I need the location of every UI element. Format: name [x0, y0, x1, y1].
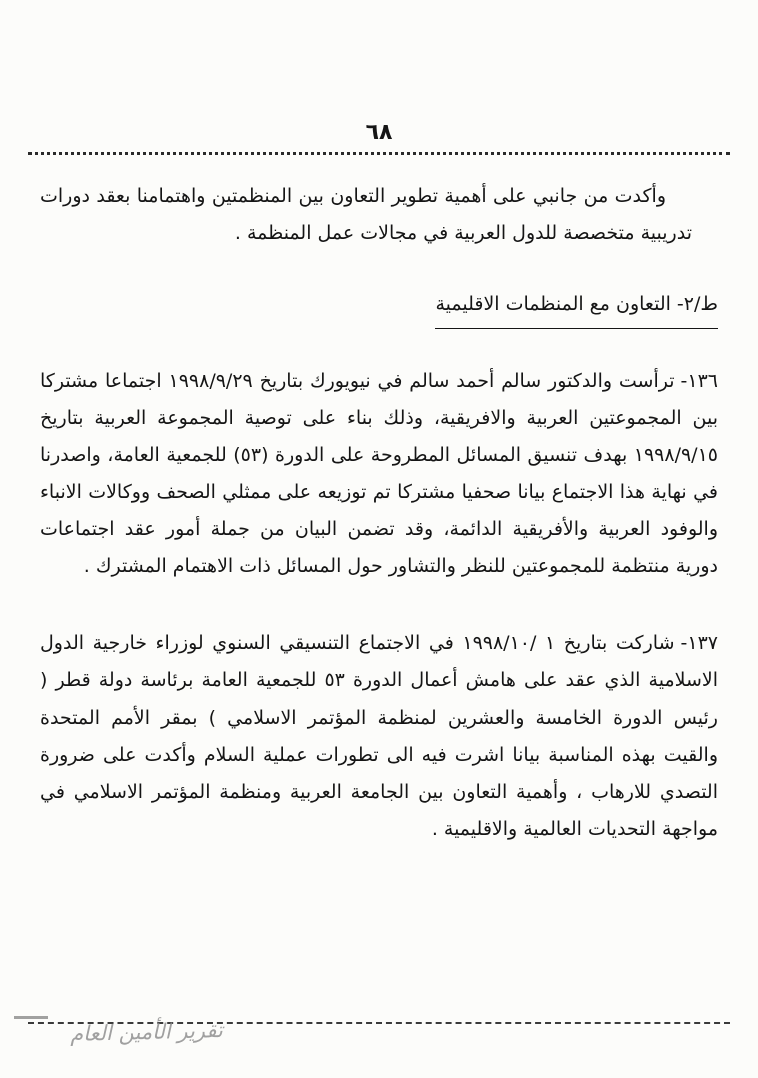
paragraph-136: [40, 363, 718, 585]
paragraph-137-number: ١٣٧-: [680, 632, 718, 655]
section-heading-wrap: [40, 286, 718, 329]
page-body: [40, 178, 718, 888]
paragraph-137: [40, 625, 718, 847]
intro-paragraph: وأكدت من جانبي على أهمية تطوير التعاون بين المنظمتين واهتمامنا بعقد دورات تدريبية متخصصة للدول العربية في مجالات عمل المنظمة .: [40, 185, 692, 245]
bottom-rule-left-tick: [14, 1016, 48, 1019]
top-dotted-rule: [28, 152, 730, 155]
page-number: ٦٨: [365, 120, 393, 145]
footer-handwriting-note: تقرير الأمين العام: [69, 1018, 224, 1046]
section-heading: ط/٢- التعاون مع المنظمات الاقليمية: [435, 286, 718, 329]
paragraph-137-text: شاركت بتاريخ ١ /١٩٩٨/١٠ في الاجتماع التنسيقي السنوي لوزراء خارجية الدول الاسلامية الذي عقد على هامش أعمال الدورة ٥٣ للجمعية العامة برئاسة دولة قطر ( رئيس الدورة الخامسة والعشرين لمنظمة المؤتمر الاسلامي ) بمقر الأمم المتحدة والقيت بهذه المناسبة بيانا اشرت فيه الى تطورات عملية السلام وأكدت على ضرورة التصدي للارهاب ، وأهمية التعاون بين الجامعة العربية ومنظمة المؤتمر الاسلامي في مواجهة التحديات العالمية والاقليمية .: [40, 632, 718, 840]
paragraph-136-text: ترأست والدكتور سالم أحمد سالم في نيويورك بتاريخ ١٩٩٨/٩/٢٩ اجتماعا مشتركا بين المجموعتين العربية والافريقية، وذلك بناء على توصية المجموعة العربية بتاريخ ١٩٩٨/٩/١٥ بهدف تنسيق المسائل المطروحة على الدورة (٥٣) للجمعية العامة، واصدرنا في نهاية هذا الاجتماع بيانا صحفيا مشتركا تم توزيعه على ممثلي الصحف ووكالات الانباء والوفود العربية والأفريقية الدائمة، وقد تضمن البيان من جملة أمور عقد اجتماعات دورية منتظمة للمجموعتين للنظر والتشاور حول المسائل ذات الاهتمام المشترك .: [40, 370, 718, 578]
paragraph-136-number: ١٣٦-: [680, 370, 718, 393]
